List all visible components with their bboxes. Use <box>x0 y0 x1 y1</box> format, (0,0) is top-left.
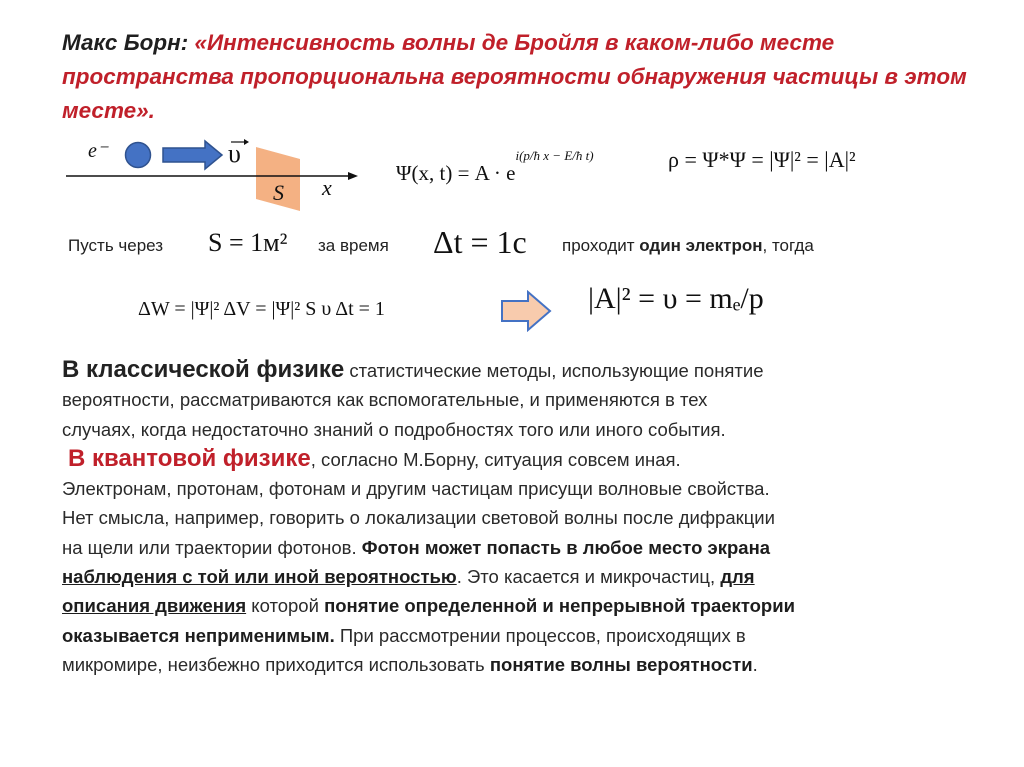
body-text-segment: При рассмотрении процессов, происходящих в <box>334 624 746 646</box>
body-text-segment: статистические методы, использующие понятие <box>344 360 764 381</box>
body-line: Электронам, протонам, фотонам и другим частицам присущи волновые свойства. <box>62 478 770 500</box>
quantum-physics-heading: В квантовой физике <box>68 444 311 472</box>
body-line: Нет смысла, например, говорить о локализации световой волны после дифракции <box>62 507 775 529</box>
body-line <box>62 562 982 591</box>
sentence-part-2: за время <box>318 236 389 255</box>
body-bold-underlined: описания движения <box>62 595 247 617</box>
body-line: случаях, когда недостаточно знаний о подробностях того или иного события. <box>62 418 726 440</box>
axis-label: x <box>322 175 332 200</box>
body-text <box>62 355 982 679</box>
quote-author: Макс Борн: <box>62 30 189 55</box>
body-text-segment: , согласно М.Борну, ситуация совсем иная. <box>310 448 681 470</box>
sentence-end <box>562 236 814 256</box>
body-line <box>62 650 982 679</box>
sentence-part-1: Пусть через <box>68 236 164 255</box>
quote-text: «Интенсивность волны де Бройля в каком-либо месте пространства пропорциональна вероятности обнаружения частицы в этом месте». <box>62 30 967 123</box>
area-formula: S = 1м² <box>208 228 288 257</box>
wave-function-formula <box>396 148 594 186</box>
body-bold-segment: понятие волны вероятности <box>489 653 753 675</box>
vector-bar-head <box>244 139 249 145</box>
wave-function-lhs: Ψ(x, t) = A · e <box>396 161 516 185</box>
body-line: вероятности, рассматриваются как вспомогательные, и применяются в тех <box>62 389 708 411</box>
probability-density-formula: ρ = Ψ*Ψ = |Ψ|² = |A|² <box>668 147 856 172</box>
velocity-arrow <box>163 141 222 169</box>
electron-label: e⁻ <box>88 140 108 162</box>
x-axis-arrowhead <box>348 172 358 180</box>
probability-formula: ΔW = |Ψ|² ΔV = |Ψ|² S υ Δt = 1 <box>138 298 385 320</box>
body-bold-segment: оказывается неприменимым. <box>62 624 335 646</box>
body-bold-segment: понятие определенной и непрерывной траектории <box>324 595 795 617</box>
body-text-segment: . <box>752 653 758 675</box>
wave-function-exponent: i(p/ħ x − E/ħ t) <box>515 148 594 163</box>
body-text-segment: которой <box>246 595 325 617</box>
body-text-segment: на щели или траектории фотонов. <box>62 536 362 558</box>
sentence-bold: один электрон <box>639 236 763 255</box>
body-bold-underlined: наблюдения с той или иной вероятностью <box>62 566 457 588</box>
body-line <box>62 533 982 562</box>
time-formula: Δt = 1c <box>433 224 527 260</box>
body-text-segment: микромире, неизбежно приходится использовать <box>62 653 490 675</box>
implies-arrow <box>500 290 552 332</box>
body-bold-segment: Фотон может попасть в любое место экрана <box>361 536 771 558</box>
result-formula: |A|² = υ = mₑ/p <box>588 282 764 315</box>
body-line <box>62 591 982 620</box>
sentence-part-4: , тогда <box>762 236 814 255</box>
velocity-symbol: υ <box>228 139 241 168</box>
classical-physics-heading: В классической физике <box>62 356 345 383</box>
electron-shape <box>126 143 151 168</box>
body-line <box>62 355 982 385</box>
body-text-segment: . Это касается и микрочастиц, <box>456 566 721 588</box>
area-label: S <box>273 180 284 205</box>
born-quote <box>62 26 982 128</box>
body-line <box>62 444 982 474</box>
body-line <box>62 621 982 650</box>
body-bold-underlined: для <box>720 566 755 588</box>
sentence-part-3: проходит <box>562 236 635 255</box>
